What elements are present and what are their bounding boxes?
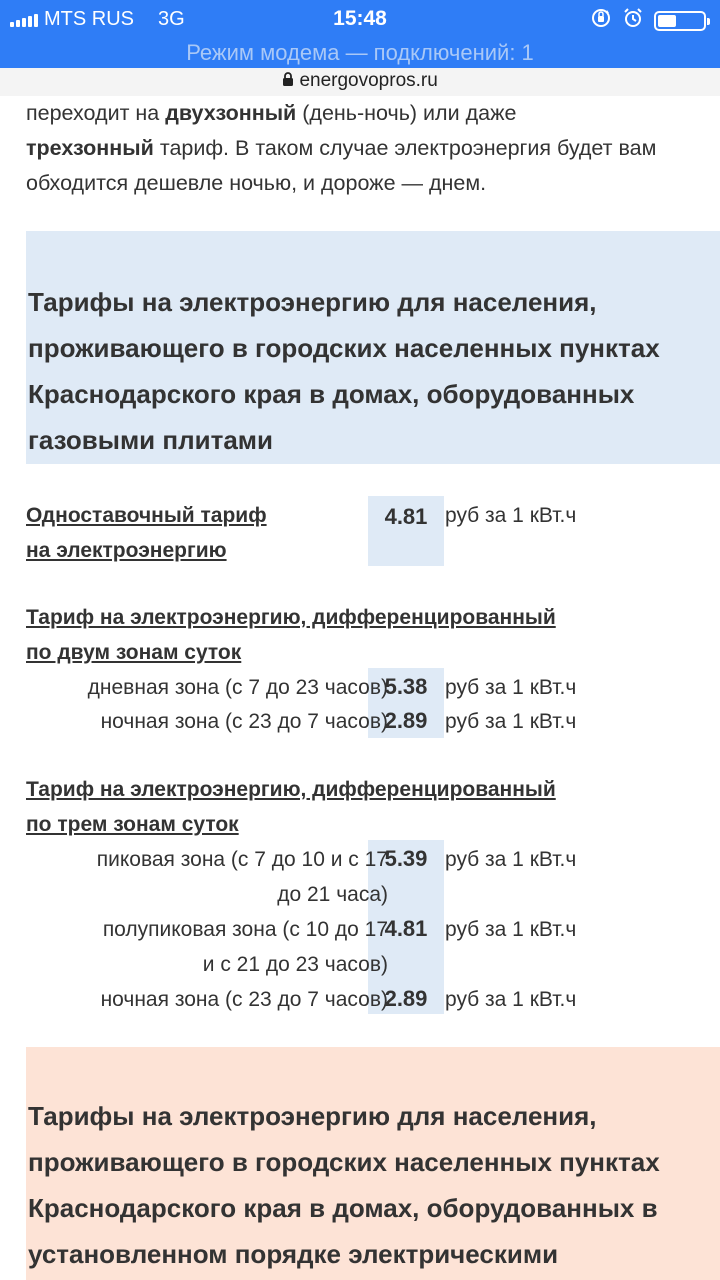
alarm-icon [622, 7, 644, 35]
network-type: 3G [158, 8, 185, 30]
intro-text: (день-ночь) или даже [296, 101, 517, 125]
status-bar [0, 0, 720, 40]
zone-label: пиковая зона (с 7 до 10 и с 17 до 21 часа) [96, 848, 388, 906]
tariff-value: 2.89 [384, 708, 428, 733]
tariff-unit: руб за 1 кВт.ч [445, 710, 577, 733]
tariff-value: 5.38 [384, 674, 428, 699]
tariff-unit: руб за 1 кВт.ч [445, 504, 577, 527]
battery-icon [654, 11, 706, 31]
section-heading-block [26, 231, 720, 464]
intro-text: переходит на [26, 101, 166, 125]
tariff-title[interactable]: Тариф на электроэнергию, дифференцированный по трем зонам суток [26, 778, 556, 836]
lock-icon [282, 70, 299, 91]
tariff-unit: руб за 1 кВт.ч [445, 988, 577, 1011]
zone-label: полупиковая зона (с 10 до 17 и с 21 до 23 часов) [102, 918, 388, 976]
tariff-value: 2.89 [384, 986, 428, 1011]
hotspot-banner[interactable]: Режим модема — подключений: 1 [0, 40, 720, 68]
tariff-unit: руб за 1 кВт.ч [445, 918, 577, 941]
tariff-unit: руб за 1 кВт.ч [445, 848, 577, 871]
zone-label: ночная зона (с 23 до 7 часов) [100, 988, 388, 1011]
section-heading: Тарифы на электроэнергию для населения, проживающего в городских населенных пунктах Краснодарского края в домах, оборудованных газовыми плитами [28, 287, 660, 455]
tariff-two-zone [26, 600, 720, 670]
intro-bold: двухзонный [165, 101, 297, 125]
section-heading-block [26, 1047, 720, 1280]
tariff-unit: руб за 1 кВт.ч [445, 676, 577, 699]
orientation-lock-icon [590, 7, 612, 35]
section-heading: Тарифы на электроэнергию для населения, проживающего в городских населенных пунктах Краснодарского края в домах, оборудованных в установленном порядке электрическими [28, 1101, 660, 1269]
clock: 15:48 [333, 7, 387, 30]
tariff-value: 5.39 [384, 846, 428, 871]
zone-label: ночная зона (с 23 до 7 часов) [100, 710, 388, 733]
status-right [590, 7, 706, 35]
url-domain: energovopros.ru [299, 70, 438, 91]
tariff-value: 4.81 [384, 916, 428, 941]
intro-text: тариф. В таком случае электроэнергия будет вам обходится дешевле ночью, и дороже — днем. [26, 136, 657, 195]
intro-paragraph [26, 96, 720, 201]
article-intro [26, 96, 720, 201]
carrier-name: MTS RUS [44, 8, 134, 30]
tariff-value: 4.81 [384, 504, 428, 529]
zone-label: дневная зона (с 7 до 23 часов) [87, 676, 388, 699]
tariff-title[interactable]: Одноставочный тариф на электроэнергию [26, 504, 267, 562]
tariff-three-zone [26, 772, 720, 842]
intro-bold: трехзонный [26, 136, 154, 160]
address-bar[interactable] [0, 68, 720, 96]
tariff-title[interactable]: Тариф на электроэнергию, дифференцированный по двум зонам суток [26, 606, 556, 664]
